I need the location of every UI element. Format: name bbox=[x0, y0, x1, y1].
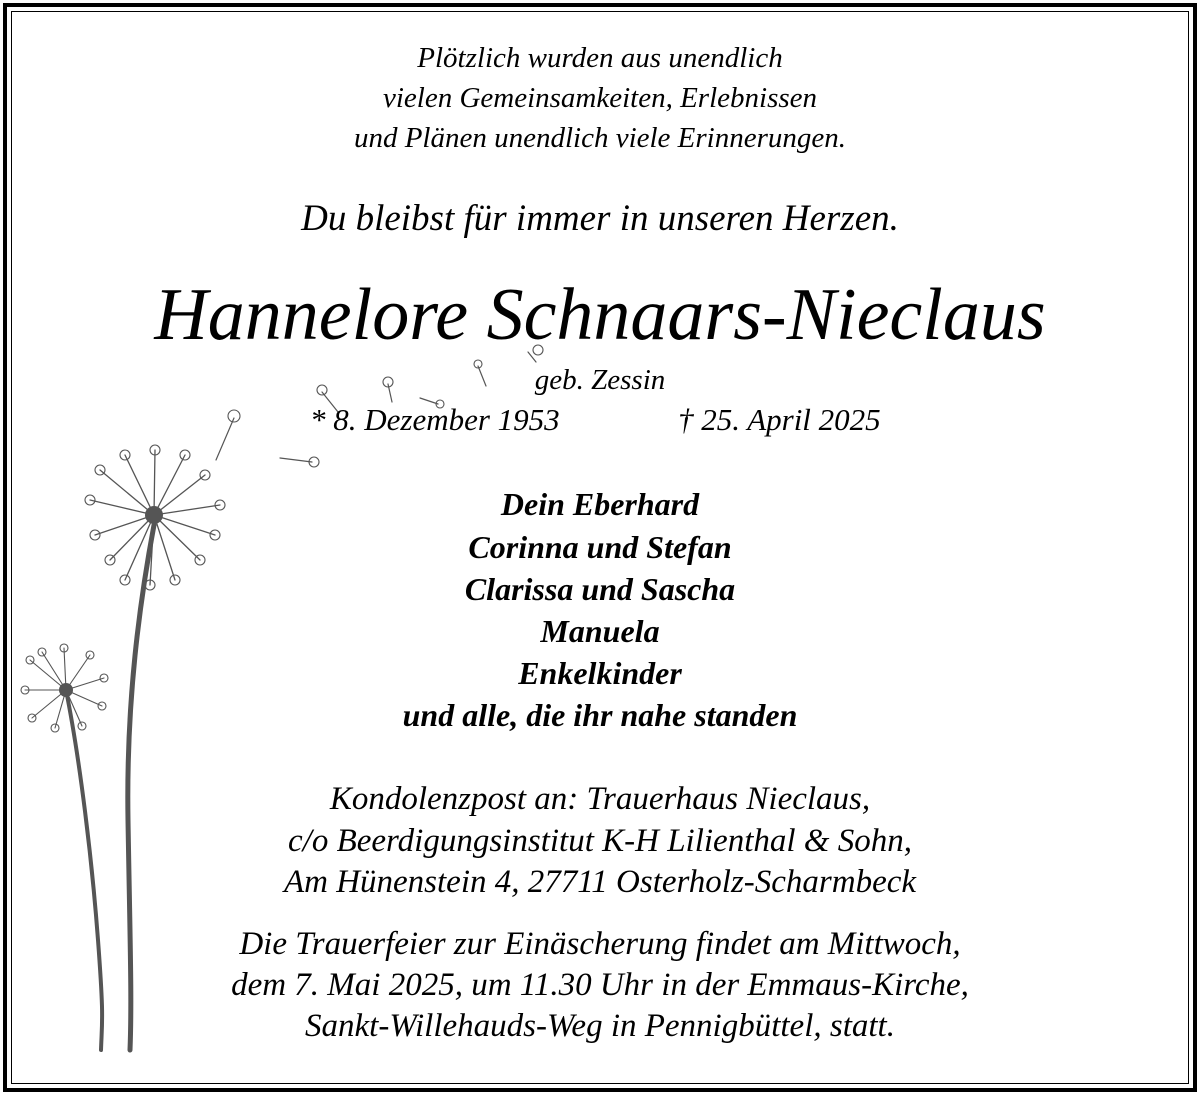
mourner-line: und alle, die ihr nahe standen bbox=[402, 697, 798, 733]
service-line-2: dem 7. Mai 2025, um 11.30 Uhr in der Emmaus-Kirche, bbox=[231, 967, 969, 1003]
death-date: † 25. April 2025 bbox=[678, 402, 881, 437]
service-line-1: Die Trauerfeier zur Einäscherung findet am Mittwoch, bbox=[239, 926, 961, 962]
condolence-line-1: Kondolenzpost an: Trauerhaus Nieclaus, bbox=[329, 781, 871, 817]
condolence-line-2: c/o Beerdigungsinstitut K-H Lilienthal & Sohn, bbox=[288, 823, 912, 859]
intro-line-3: und Plänen unendlich viele Erinnerungen. bbox=[353, 122, 847, 154]
mourner-line: Corinna und Stefan bbox=[468, 529, 732, 565]
motto: Du bleibst für immer in unseren Herzen. bbox=[301, 198, 899, 239]
deceased-name: Hannelore Schnaars-Nieclaus bbox=[154, 274, 1046, 356]
birth-date: * 8. Dezember 1953 bbox=[310, 402, 560, 437]
mourner-line: Clarissa und Sascha bbox=[464, 571, 736, 607]
intro-line-1: Plötzlich wurden aus unendlich bbox=[417, 42, 783, 74]
intro-line-2: vielen Gemeinsamkeiten, Erlebnissen bbox=[382, 82, 818, 114]
mourner-line: Enkelkinder bbox=[518, 655, 682, 691]
service-line-3: Sankt-Willehauds-Weg in Pennigbüttel, statt. bbox=[305, 1008, 895, 1044]
condolence-line-3: Am Hünenstein 4, 27711 Osterholz-Scharmbeck bbox=[283, 864, 917, 900]
mourner-line: Manuela bbox=[540, 613, 660, 649]
mourner-line: Dein Eberhard bbox=[500, 486, 700, 522]
birth-name: geb. Zessin bbox=[534, 364, 666, 396]
